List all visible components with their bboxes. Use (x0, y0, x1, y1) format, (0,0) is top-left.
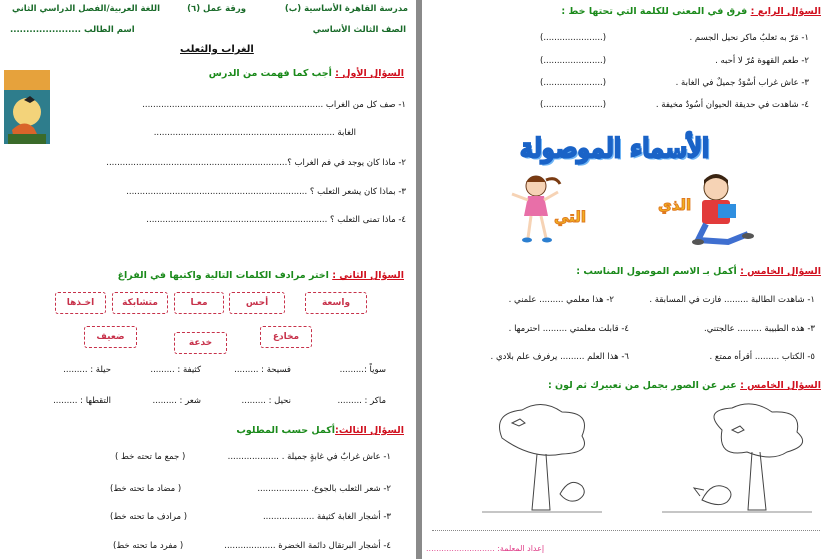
q5-item-2[interactable]: ٢- هذا معلمي ......... علمني . (508, 295, 614, 305)
crow-fox-outline-icon (482, 398, 602, 520)
blank-r2-1[interactable]: ماكر : ......... (337, 396, 386, 406)
q4-item-1: ١- مَرّ به ثعلبٌ ماكر نحيل الجسم . (689, 33, 809, 43)
word-box-6[interactable]: مخادع (260, 326, 312, 348)
coloring-picture-fox-tree[interactable] (662, 400, 812, 520)
footer-author: إعداد المعلمة: ........................... (426, 544, 545, 553)
right-page (422, 0, 829, 559)
q4-item-4: ٤- شاهدت في حديقة الحيوان أسُودٌ مخيفة . (655, 100, 809, 110)
q4-heading-text: فرق في المعنى للكلمة التي تحتها خط : (561, 6, 751, 17)
grade-label: الصف الثالث الأساسي (312, 25, 406, 35)
q3-item-2[interactable]: ٢- شعر الثعلب بالجوع. ................... (257, 484, 391, 494)
q1-item-1b[interactable]: الغابة ................................................................... (153, 128, 356, 138)
q5-heading (576, 266, 821, 277)
blank-r1-4[interactable]: حيلة : ......... (63, 365, 111, 375)
worksheet-number: ورقة عمل (٦) (187, 4, 246, 14)
crow-fox-illustration-icon (4, 70, 50, 144)
q6-heading-text: عبر عن الصور بجمل من تعبيرك ثم لون : (547, 380, 741, 391)
q4-heading-prefix: السؤال الرابع : (750, 6, 821, 17)
word-box-2[interactable]: أحس (229, 292, 285, 314)
q3-note-1: ( جمع ما تحته خط ) (115, 452, 186, 462)
story-cover-image (4, 70, 50, 144)
q1-heading-prefix: السؤال الأول : (335, 68, 404, 79)
school-name: مدرسة القاهرة الأساسية (ب) (284, 4, 408, 14)
relative-pronouns-banner: الأسماء الموصولة (520, 134, 710, 164)
q1-heading (209, 68, 404, 79)
boy-illustration (688, 170, 758, 248)
q5-heading-prefix: السؤال الخامس : (740, 266, 821, 277)
q5-item-4[interactable]: ٤- قابلت معلمتي ......... احترمها . (508, 324, 629, 334)
q4-item-2: ٢- طعم القهوة مُرّ لا أحبه . (715, 56, 809, 66)
q6-heading (548, 380, 821, 391)
fox-tree-outline-icon (662, 400, 812, 520)
q1-heading-text: أجب كما فهمت من الدرس (208, 68, 336, 79)
q5-item-5[interactable]: ٥- الكتاب ......... أقرأه ممتع . (709, 352, 815, 362)
q5-item-3[interactable]: ٣- هذه الطبيبة ......... عالجتني. (704, 324, 815, 334)
boy-reading-icon (688, 170, 758, 248)
q3-note-4: ( مفرد ما تحته خط) (113, 541, 184, 551)
q1-item-1[interactable]: ١- صف كل من الغراب ................................................................... (142, 100, 406, 110)
q2-heading-text: اختر مرادف الكلمات التالية واكتبها في الفراغ (117, 270, 333, 281)
q3-note-2: ( مضاد ما تحته خط) (110, 484, 182, 494)
lesson-title: الغراب والثعلب (180, 44, 254, 55)
blank-r1-1[interactable]: سوياً :......... (339, 365, 386, 375)
word-box-4[interactable]: متشابكة (112, 292, 168, 314)
q2-heading-prefix: السؤال الثاني : (332, 270, 404, 281)
blank-r1-3[interactable]: كثيفة : ......... (150, 365, 201, 375)
word-box-1[interactable]: واسعة (305, 292, 367, 314)
boy-label: الذي (658, 196, 692, 214)
q3-item-1[interactable]: ١- عاش غرابٌ في غابةٍ جميلة . ................... (227, 452, 391, 462)
q6-heading-prefix: السؤال الخامس : (740, 380, 821, 391)
q5-item-6[interactable]: ٦- هذا العلم ......... يرفرف علم بلادي . (490, 352, 629, 362)
footer-divider (432, 530, 820, 531)
q5-heading-text: أكمل بـ الاسم الموصول المناسب : (576, 266, 741, 277)
subject-term: اللغة العربية/الفصل الدراسي الثاني (12, 4, 161, 14)
q3-heading-prefix: السؤال الثالث: (335, 425, 404, 436)
q4-item-3: ٣- عاش غراب أسْوَدُ جميلٌ في الغابة . (675, 78, 809, 88)
q3-heading (236, 425, 404, 436)
q4-blank-1[interactable]: (......................) (540, 33, 607, 43)
q3-note-3: ( مرادف ما تحته خط) (110, 512, 188, 522)
girl-label: التي (554, 208, 587, 226)
blank-r2-3[interactable]: شعر : ......... (152, 396, 201, 406)
word-box-7[interactable]: خدعة (174, 332, 227, 354)
q3-item-3[interactable]: ٣- أشجار الغابة كثيفة ................... (262, 512, 391, 522)
word-box-3[interactable]: معـا (174, 292, 224, 314)
blank-r2-4[interactable]: التقطها : ......... (53, 396, 111, 406)
blank-r1-2[interactable]: فسيحة : ......... (234, 365, 291, 375)
q4-blank-3[interactable]: (......................) (540, 78, 607, 88)
q3-heading-text: أكمل حسب المطلوب (236, 425, 336, 436)
word-box-8[interactable]: ضعيف (84, 326, 137, 348)
coloring-picture-crow-fox[interactable] (482, 398, 602, 520)
q3-item-4[interactable]: ٤- أشجار البرتقال دائمة الخضرة ................... (224, 541, 391, 551)
blank-r2-2[interactable]: نحيل : ......... (241, 396, 291, 406)
q1-item-3[interactable]: ٣- بماذا كان يشعر الثعلب ؟ ................................................................... (126, 187, 406, 197)
q1-item-2[interactable]: ٢- ماذا كان يوجد في فم الغراب ؟................................................................... (106, 158, 406, 168)
q5-item-1[interactable]: ١- شاهدت الطالبة ......... فازت في المسابقة . (649, 295, 815, 305)
q4-heading (561, 6, 821, 17)
word-box-5[interactable]: اخـذها (55, 292, 106, 314)
q2-heading (118, 270, 404, 281)
q1-item-4[interactable]: ٤- ماذا تمنى الثعلب ؟ ................................................................... (146, 215, 406, 225)
q4-blank-2[interactable]: (......................) (540, 56, 607, 66)
student-name-field[interactable]: اسم الطالب ...................... (10, 25, 135, 35)
q4-blank-4[interactable]: (......................) (540, 100, 607, 110)
